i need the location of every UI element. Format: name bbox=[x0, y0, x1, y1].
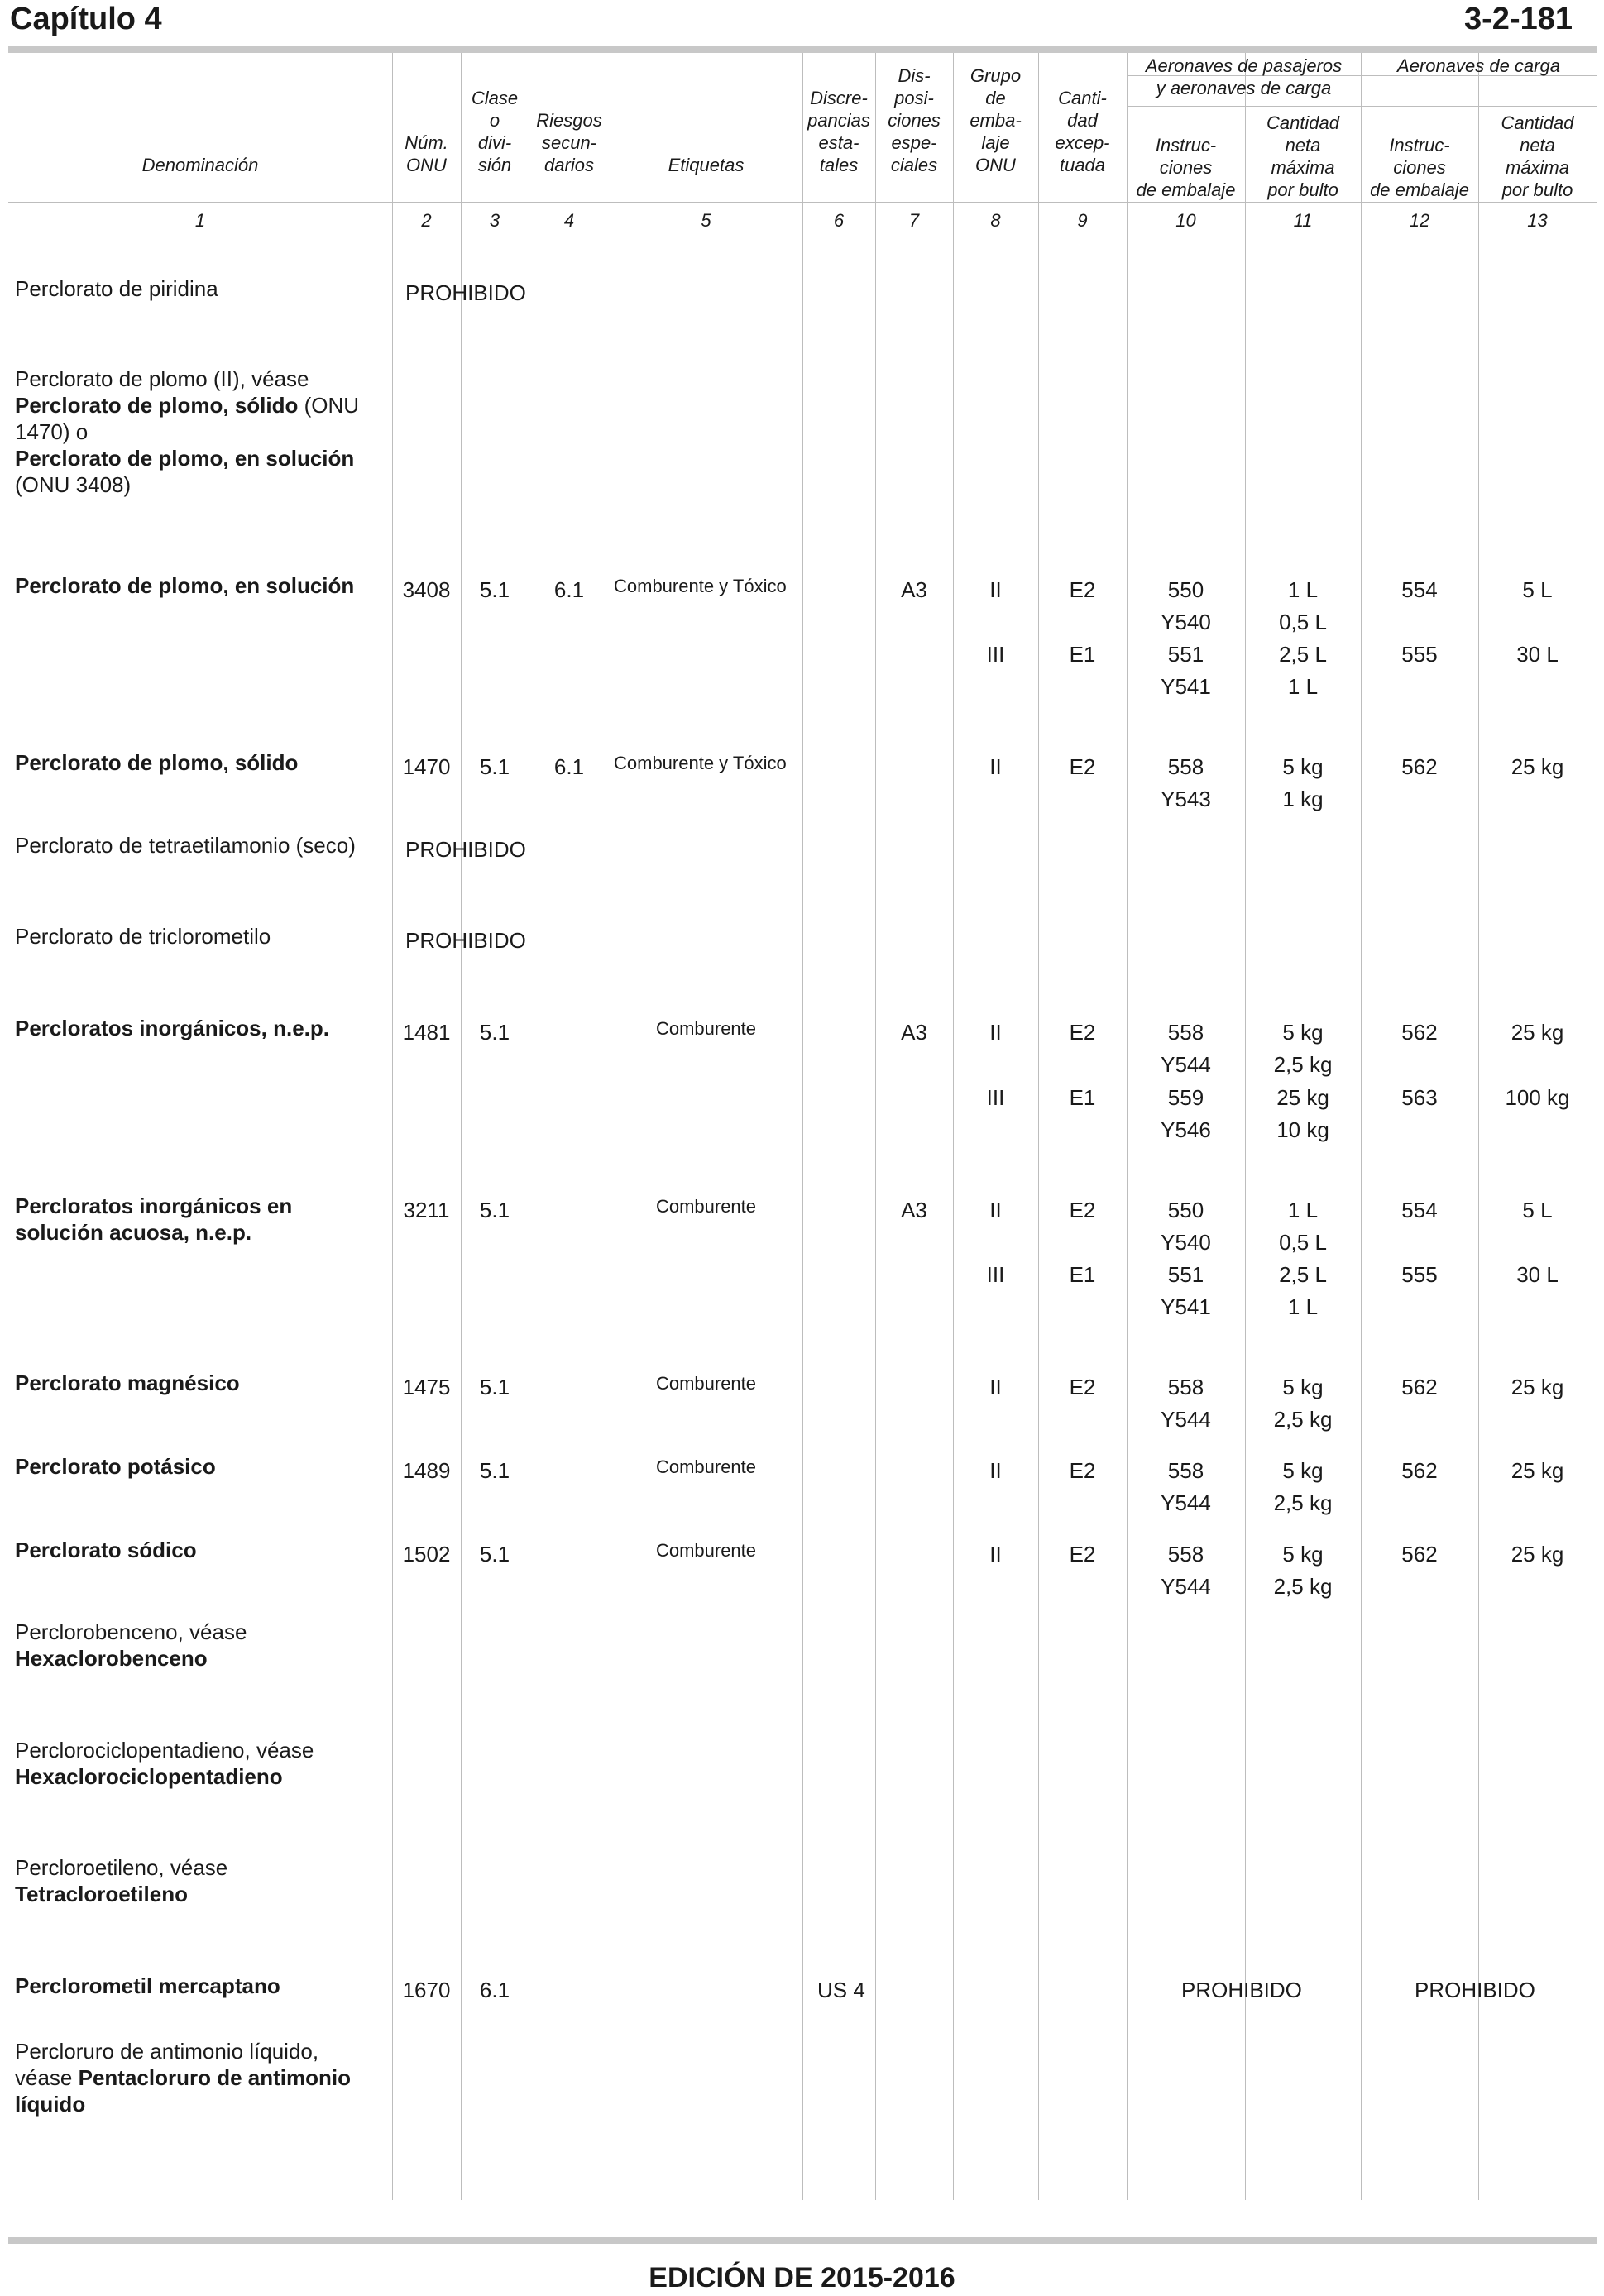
prohibited-label: PROHIBIDO bbox=[1181, 1978, 1302, 2002]
packing-group: III bbox=[986, 1262, 1005, 1287]
cao-max-quantity: 100 kg bbox=[1505, 1085, 1570, 1110]
labels: Comburente bbox=[655, 1018, 757, 1039]
pax-max-quantity: 5 kg bbox=[1282, 1542, 1324, 1567]
header-grupo-embalaje: Grupo de emba- laje ONU bbox=[970, 65, 1022, 175]
excepted-quantity: E2 bbox=[1069, 1020, 1096, 1045]
entry-name: Perclorometil mercaptano bbox=[15, 1973, 280, 1998]
cao-max-quantity: 5 L bbox=[1522, 1198, 1553, 1222]
labels: Comburente bbox=[655, 1457, 757, 1477]
pax-packing-instruction: Y544 bbox=[1161, 1407, 1211, 1432]
column-number: 10 bbox=[1175, 210, 1196, 231]
cao-packing-instruction: 562 bbox=[1401, 754, 1438, 779]
column-number: 9 bbox=[1077, 210, 1088, 231]
labels: Comburente bbox=[655, 1196, 757, 1217]
special-provisions: A3 bbox=[901, 1020, 927, 1045]
pax-packing-instruction: 551 bbox=[1167, 1262, 1204, 1287]
header-discrepancias: Discre- pancias esta- tales bbox=[807, 88, 870, 175]
column-number: 4 bbox=[563, 210, 575, 231]
pax-packing-instruction: 558 bbox=[1167, 1375, 1204, 1399]
un-number: 1470 bbox=[402, 754, 451, 779]
column-number: 8 bbox=[990, 210, 1001, 231]
cao-max-quantity: 25 kg bbox=[1511, 1375, 1564, 1399]
pax-max-quantity: 5 kg bbox=[1282, 1375, 1324, 1399]
class: 5.1 bbox=[479, 1458, 510, 1483]
excepted-quantity: E2 bbox=[1069, 1198, 1096, 1222]
entry-name: Percloratos inorgánicos, n.e.p. bbox=[15, 1016, 329, 1040]
un-number: 1489 bbox=[402, 1458, 451, 1483]
pax-max-quantity: 2,5 L bbox=[1279, 1262, 1327, 1287]
state-variation: US 4 bbox=[817, 1978, 865, 2002]
pax-max-quantity: 2,5 kg bbox=[1273, 1574, 1333, 1599]
packing-group: II bbox=[989, 577, 1002, 602]
packing-group: II bbox=[989, 1020, 1002, 1045]
pax-max-quantity: 1 L bbox=[1287, 577, 1319, 602]
prohibited-label: PROHIBIDO bbox=[1415, 1978, 1535, 2002]
pax-packing-instruction: 558 bbox=[1167, 1542, 1204, 1567]
pax-packing-instruction: 558 bbox=[1167, 1458, 1204, 1483]
pax-max-quantity: 1 L bbox=[1287, 1294, 1319, 1319]
labels: Comburente bbox=[655, 1373, 757, 1394]
entry-name: Perclorato magnésico bbox=[15, 1370, 240, 1395]
entry-name: Perclorato de plomo, en solución bbox=[15, 573, 355, 598]
entry-name: Perclorato de plomo, sólido bbox=[15, 750, 299, 775]
cao-packing-instruction: 554 bbox=[1401, 1198, 1438, 1222]
header-num-onu: Núm. ONU bbox=[405, 132, 448, 175]
packing-group: II bbox=[989, 1542, 1002, 1567]
pax-max-quantity: 5 kg bbox=[1282, 1458, 1324, 1483]
packing-group: III bbox=[986, 1085, 1005, 1110]
cao-packing-instruction: 562 bbox=[1401, 1375, 1438, 1399]
pax-packing-instruction: 558 bbox=[1167, 754, 1204, 779]
pax-packing-instruction: Y540 bbox=[1161, 610, 1211, 634]
column-number: 5 bbox=[701, 210, 711, 231]
entry-name: Perclorato de tetraetilamonio (seco) bbox=[15, 833, 356, 858]
excepted-quantity: E2 bbox=[1069, 754, 1096, 779]
pax-max-quantity: 2,5 kg bbox=[1273, 1407, 1333, 1432]
header-cao-instrucciones: Instruc- ciones de embalaje bbox=[1370, 135, 1469, 200]
pax-max-quantity: 2,5 L bbox=[1279, 642, 1327, 667]
pax-packing-instruction: Y541 bbox=[1161, 1294, 1211, 1319]
un-number: 1670 bbox=[402, 1978, 451, 2002]
pax-max-quantity: 0,5 L bbox=[1279, 1230, 1327, 1255]
edition-footer: EDICIÓN DE 2015-2016 bbox=[649, 2262, 955, 2294]
pax-packing-instruction: 550 bbox=[1167, 577, 1204, 602]
header-group-pasajeros: Aeronaves de pasajeros y aeronaves de carga bbox=[1145, 55, 1343, 98]
excepted-quantity: E2 bbox=[1069, 1458, 1096, 1483]
cross-reference: Percloroetileno, véase Tetracloroetileno bbox=[15, 1855, 228, 1906]
packing-group: II bbox=[989, 754, 1002, 779]
labels: Comburente bbox=[655, 1540, 757, 1561]
column-number: 12 bbox=[1409, 210, 1430, 231]
cao-max-quantity: 30 L bbox=[1516, 642, 1559, 667]
pax-max-quantity: 1 L bbox=[1287, 674, 1319, 699]
excepted-quantity: E1 bbox=[1069, 642, 1096, 667]
cao-packing-instruction: 562 bbox=[1401, 1458, 1438, 1483]
column-number: 13 bbox=[1527, 210, 1548, 231]
subsidiary-risk: 6.1 bbox=[553, 577, 585, 602]
pax-packing-instruction: 558 bbox=[1167, 1020, 1204, 1045]
pax-max-quantity: 5 kg bbox=[1282, 1020, 1324, 1045]
packing-group: III bbox=[986, 642, 1005, 667]
entry-name: Perclorato sódico bbox=[15, 1538, 197, 1562]
pax-packing-instruction: 551 bbox=[1167, 642, 1204, 667]
cao-max-quantity: 5 L bbox=[1522, 577, 1553, 602]
packing-group: II bbox=[989, 1375, 1002, 1399]
excepted-quantity: E2 bbox=[1069, 1542, 1096, 1567]
pax-max-quantity: 1 L bbox=[1287, 1198, 1319, 1222]
chapter-title: Capítulo 4 bbox=[10, 2, 162, 36]
header-disposiciones: Dis- posi- ciones espe- ciales bbox=[888, 65, 941, 175]
cross-reference: Perclorobenceno, véase Hexaclorobenceno bbox=[15, 1619, 247, 1671]
cross-reference: Perclorato de plomo (II), véase Perclorato de plomo, sólido (ONU 1470) o Perclorato de plomo, en solución (ONU 3408) bbox=[15, 366, 360, 497]
entry-name: Perclorato potásico bbox=[15, 1454, 216, 1479]
pax-packing-instruction: Y546 bbox=[1161, 1117, 1211, 1142]
header-group-carga: Aeronaves de carga bbox=[1397, 55, 1560, 76]
pax-max-quantity: 10 kg bbox=[1276, 1117, 1329, 1142]
pax-packing-instruction: Y544 bbox=[1161, 1574, 1211, 1599]
excepted-quantity: E2 bbox=[1069, 577, 1096, 602]
top-rule bbox=[8, 46, 1597, 53]
cross-reference: Percloruro de antimonio líquido, véase Pentacloruro de antimonio líquido bbox=[15, 2039, 351, 2117]
packing-group: II bbox=[989, 1458, 1002, 1483]
pax-max-quantity: 25 kg bbox=[1276, 1085, 1329, 1110]
class: 5.1 bbox=[479, 1542, 510, 1567]
un-number: 1502 bbox=[402, 1542, 451, 1567]
pax-packing-instruction: 550 bbox=[1167, 1198, 1204, 1222]
pax-max-quantity: 1 kg bbox=[1282, 787, 1324, 811]
page-number: 3-2-181 bbox=[1464, 2, 1573, 36]
header-cantidad-exceptuada: Canti- dad excep- tuada bbox=[1055, 88, 1110, 175]
pax-max-quantity: 5 kg bbox=[1282, 754, 1324, 779]
column-number: 11 bbox=[1293, 210, 1313, 231]
pax-max-quantity: 0,5 L bbox=[1279, 610, 1327, 634]
column-number: 1 bbox=[194, 210, 206, 231]
cross-reference: Perclorociclopentadieno, véase Hexaclorociclopentadieno bbox=[15, 1738, 314, 1789]
excepted-quantity: E2 bbox=[1069, 1375, 1096, 1399]
pax-packing-instruction: 559 bbox=[1167, 1085, 1204, 1110]
class: 5.1 bbox=[479, 577, 510, 602]
header-cao-cantidad: Cantidad neta máxima por bulto bbox=[1501, 112, 1574, 200]
pax-packing-instruction: Y544 bbox=[1161, 1052, 1211, 1077]
cao-max-quantity: 30 L bbox=[1516, 1262, 1559, 1287]
header-riesgos: Riesgos secun- darios bbox=[536, 110, 602, 175]
un-number: 3408 bbox=[402, 577, 451, 602]
labels: Comburente y Tóxico bbox=[614, 576, 787, 596]
pax-max-quantity: 2,5 kg bbox=[1273, 1490, 1333, 1515]
cao-packing-instruction: 562 bbox=[1401, 1542, 1438, 1567]
pax-packing-instruction: Y541 bbox=[1161, 674, 1211, 699]
un-number: 1481 bbox=[402, 1020, 451, 1045]
subsidiary-risk: 6.1 bbox=[553, 754, 585, 779]
header-pax-cantidad: Cantidad neta máxima por bulto bbox=[1266, 112, 1340, 200]
column-number: 2 bbox=[421, 210, 432, 231]
pax-packing-instruction: Y540 bbox=[1161, 1230, 1211, 1255]
excepted-quantity: E1 bbox=[1069, 1085, 1096, 1110]
class: 5.1 bbox=[479, 1020, 510, 1045]
un-number: 1475 bbox=[402, 1375, 451, 1399]
class: 6.1 bbox=[479, 1978, 510, 2002]
cao-packing-instruction: 555 bbox=[1401, 1262, 1438, 1287]
special-provisions: A3 bbox=[901, 577, 927, 602]
header-clase: Clase o divi- sión bbox=[471, 88, 519, 175]
cao-max-quantity: 25 kg bbox=[1511, 1020, 1564, 1045]
header-etiquetas: Etiquetas bbox=[668, 155, 745, 175]
class: 5.1 bbox=[479, 1375, 510, 1399]
column-number: 3 bbox=[489, 210, 500, 231]
cao-packing-instruction: 555 bbox=[1401, 642, 1438, 667]
class: 5.1 bbox=[479, 754, 510, 779]
prohibited-label: PROHIBIDO bbox=[405, 280, 526, 305]
class: 5.1 bbox=[479, 1198, 510, 1222]
labels: Comburente y Tóxico bbox=[614, 753, 787, 773]
excepted-quantity: E1 bbox=[1069, 1262, 1096, 1287]
entry-name: Perclorato de triclorometilo bbox=[15, 924, 271, 949]
pax-packing-instruction: Y543 bbox=[1161, 787, 1211, 811]
pax-max-quantity: 2,5 kg bbox=[1273, 1052, 1333, 1077]
cao-packing-instruction: 554 bbox=[1401, 577, 1438, 602]
cao-max-quantity: 25 kg bbox=[1511, 1542, 1564, 1567]
packing-group: II bbox=[989, 1198, 1002, 1222]
cao-packing-instruction: 562 bbox=[1401, 1020, 1438, 1045]
cao-max-quantity: 25 kg bbox=[1511, 754, 1564, 779]
pax-packing-instruction: Y544 bbox=[1161, 1490, 1211, 1515]
prohibited-label: PROHIBIDO bbox=[405, 928, 526, 953]
entry-name: Perclorato de piridina bbox=[15, 276, 218, 301]
header-denominacion: Denominación bbox=[141, 155, 259, 175]
cao-packing-instruction: 563 bbox=[1401, 1085, 1438, 1110]
header-pax-instrucciones: Instruc- ciones de embalaje bbox=[1136, 135, 1236, 200]
column-number: 6 bbox=[833, 210, 845, 231]
bottom-rule bbox=[8, 2237, 1597, 2244]
entry-name: Percloratos inorgánicos en solución acuosa, n.e.p. bbox=[15, 1193, 293, 1245]
prohibited-label: PROHIBIDO bbox=[405, 837, 526, 862]
column-number: 7 bbox=[908, 210, 920, 231]
cao-max-quantity: 25 kg bbox=[1511, 1458, 1564, 1483]
un-number: 3211 bbox=[403, 1198, 450, 1222]
special-provisions: A3 bbox=[901, 1198, 927, 1222]
